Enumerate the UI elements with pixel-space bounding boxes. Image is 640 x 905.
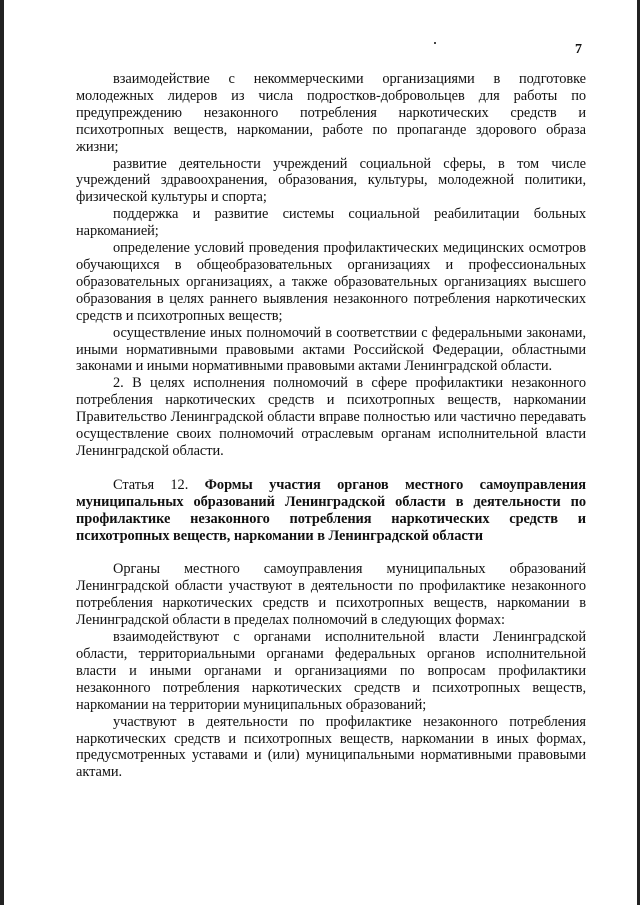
paragraph: взаимодействие с некоммерческими организациями в подготовке молодежных лидеров из числа подростков-добровольцев для работы по предупреждению незаконного потребления наркотических средств и психотропных веществ, наркомании, работе по пропаганде здорового образа жизни; xyxy=(76,71,586,155)
paragraph: взаимодействуют с органами исполнительной власти Ленинградской области, территориальными органами федеральных органов исполнительной власти и иными органами и организациями по вопросам профилактики незаконного потребления наркотических средств и психотропных веществ, наркомании на территории муниципальных образований; xyxy=(76,629,586,713)
paragraph: осуществление иных полномочий в соответствии с федеральными законами, иными нормативными правовыми актами Российской Федерации, областными законами и иными нормативными правовыми актами Ленинградской области. xyxy=(76,324,586,375)
paragraph: 2. В целях исполнения полномочий в сфере профилактики незаконного потребления наркотических средств и психотропных веществ, наркомании Правительство Ленинградской области вправе полностью или частично передавать осуществление своих полномочий отраслевым органам исполнительной власти Ленинградской области. xyxy=(76,375,586,459)
article-heading xyxy=(76,477,586,545)
article-number: Статья 12. xyxy=(113,476,189,493)
paragraphs-after xyxy=(76,561,586,781)
scan-speck xyxy=(434,42,436,44)
article-title: Формы участия органов местного самоуправления муниципальных образований Ленинградской области в деятельности по профилактике незаконного потребления наркотических средств и психотропных веществ, наркомании в Ленинградской области xyxy=(76,476,586,544)
page-number: 7 xyxy=(575,42,582,57)
paragraph: определение условий проведения профилактических медицинских осмотров обучающихся в общеобразовательных организациях и профессиональных образовательных организациях, а также образовательных организациях высшего образования в целях раннего выявления незаконного потребления наркотических средств и психотропных веществ; xyxy=(76,240,586,324)
paragraph: Органы местного самоуправления муниципальных образований Ленинградской области участвуют в деятельности по профилактике незаконного потребления наркотических средств и психотропных веществ, наркомании в Ленинградской области в пределах полномочий в следующих формах: xyxy=(76,561,586,629)
paragraph: участвуют в деятельности по профилактике незаконного потребления наркотических средств и психотропных веществ, наркомании в иных формах, предусмотренных уставами и (или) муниципальными нормативными правовыми актами. xyxy=(76,713,586,781)
paragraph: поддержка и развитие системы социальной реабилитации больных наркоманией; xyxy=(76,206,586,240)
scan-edge-left xyxy=(0,0,4,905)
document-body xyxy=(76,71,586,781)
paragraphs-before xyxy=(76,71,586,460)
paragraph: развитие деятельности учреждений социальной сферы, в том числе учреждений здравоохранения, образования, культуры, молодежной политики, физической культуры и спорта; xyxy=(76,155,586,206)
